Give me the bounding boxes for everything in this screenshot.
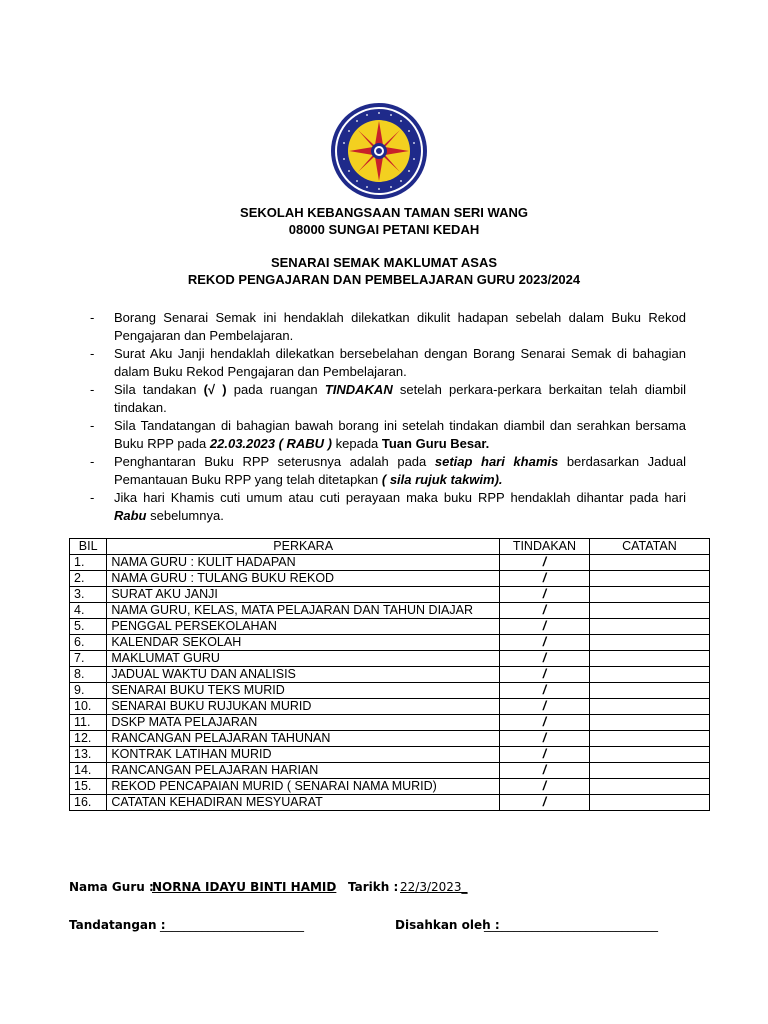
dash-bullet: - — [90, 346, 95, 361]
row-catatan — [589, 635, 709, 651]
instruction-text: Surat Aku Janji hendaklah dilekatkan bersebelahan dengan Borang Senarai Semak di bahagian dalam Buku Rekod Pengajaran dan Pembelajaran. — [114, 346, 686, 379]
instruction-item — [88, 453, 686, 489]
dash-bullet: - — [90, 490, 95, 505]
deadline-date: 22.03.2023 ( RABU ) — [209, 436, 333, 451]
table-row — [70, 603, 710, 619]
instruction-text: sebelumnya. — [146, 508, 224, 523]
row-perkara: SENARAI BUKU TEKS MURID — [107, 683, 500, 699]
row-perkara: NAMA GURU : KULIT HADAPAN — [107, 555, 500, 571]
row-bil: 9. — [70, 683, 107, 699]
dash-bullet: - — [90, 418, 95, 433]
row-bil: 12. — [70, 731, 107, 747]
table-row — [70, 651, 710, 667]
row-catatan — [589, 651, 709, 667]
table-row — [70, 571, 710, 587]
row-tindakan: / — [500, 603, 590, 619]
takwim-note: ( sila rujuk takwim). — [381, 472, 503, 487]
tandatangan-label: Tandatangan : — [69, 918, 166, 932]
school-name: SEKOLAH KEBANGSAAN TAMAN SERI WANG — [240, 205, 528, 220]
tindakan-emphasis: TINDAKAN — [324, 382, 393, 397]
row-catatan — [589, 555, 709, 571]
row-catatan — [589, 603, 709, 619]
row-tindakan: / — [500, 555, 590, 571]
row-tindakan: / — [500, 731, 590, 747]
table-row — [70, 635, 710, 651]
checklist-table — [69, 538, 710, 811]
header-perkara: PERKARA — [107, 539, 500, 555]
instruction-item — [88, 417, 686, 453]
form-title — [0, 254, 768, 288]
school-logo — [329, 101, 429, 201]
instruction-text: berdasarkan Jadual Pemantauan Buku RPP yang telah ditetapkan — [114, 454, 686, 487]
row-tindakan: / — [500, 683, 590, 699]
table-header-row — [70, 539, 710, 555]
row-tindakan: / — [500, 571, 590, 587]
row-tindakan: / — [500, 715, 590, 731]
header-bil: BIL — [70, 539, 107, 555]
row-perkara: KALENDAR SEKOLAH — [107, 635, 500, 651]
row-tindakan: / — [500, 747, 590, 763]
row-tindakan: / — [500, 699, 590, 715]
table-row — [70, 795, 710, 811]
row-bil: 15. — [70, 779, 107, 795]
tarikh-label: Tarikh : — [348, 880, 399, 894]
instruction-text: Penghantaran Buku RPP seterusnya adalah pada — [114, 454, 435, 469]
row-catatan — [589, 571, 709, 587]
row-catatan — [589, 731, 709, 747]
instruction-text: Sila tandakan — [114, 382, 204, 397]
dash-bullet: - — [90, 382, 95, 397]
row-tindakan: / — [500, 779, 590, 795]
table-row — [70, 763, 710, 779]
row-perkara: JADUAL WAKTU DAN ANALISIS — [107, 667, 500, 683]
instruction-text: kepada — [332, 436, 382, 451]
schedule-emphasis: setiap hari khamis — [434, 454, 559, 469]
table-row — [70, 587, 710, 603]
row-tindakan: / — [500, 587, 590, 603]
recipient: Tuan Guru Besar. — [381, 436, 490, 451]
rabu-emphasis: Rabu — [114, 508, 147, 523]
header-catatan: CATATAN — [589, 539, 709, 555]
row-catatan — [589, 683, 709, 699]
table-row — [70, 779, 710, 795]
row-perkara: PENGGAL PERSEKOLAHAN — [107, 619, 500, 635]
row-perkara: SURAT AKU JANJI — [107, 587, 500, 603]
table-row — [70, 699, 710, 715]
row-bil: 1. — [70, 555, 107, 571]
row-bil: 6. — [70, 635, 107, 651]
row-catatan — [589, 667, 709, 683]
row-catatan — [589, 779, 709, 795]
row-catatan — [589, 763, 709, 779]
signature-line: ________________________ — [160, 918, 304, 932]
header-tindakan: TINDAKAN — [500, 539, 590, 555]
table-row — [70, 555, 710, 571]
row-bil: 10. — [70, 699, 107, 715]
checkmark-symbol: (√ ) — [203, 382, 227, 397]
row-bil: 16. — [70, 795, 107, 811]
nama-guru-value: NORNA IDAYU BINTI HAMID — [152, 880, 337, 894]
form-title-line2: REKOD PENGAJARAN DAN PEMBELAJARAN GURU 2023/2024 — [187, 272, 581, 287]
instruction-list — [88, 309, 686, 525]
row-perkara: KONTRAK LATIHAN MURID — [107, 747, 500, 763]
row-perkara: NAMA GURU : TULANG BUKU REKOD — [107, 571, 500, 587]
row-catatan — [589, 699, 709, 715]
form-title-line1: SENARAI SEMAK MAKLUMAT ASAS — [270, 255, 498, 270]
tarikh-value: 22/3/2023_ — [400, 880, 468, 894]
row-catatan — [589, 747, 709, 763]
school-header — [0, 204, 768, 238]
row-perkara: DSKP MATA PELAJARAN — [107, 715, 500, 731]
instruction-text: setelah perkara-perkara berkaitan telah diambil tindakan. — [114, 382, 686, 415]
table-row — [70, 747, 710, 763]
dash-bullet: - — [90, 454, 95, 469]
row-perkara: REKOD PENCAPAIAN MURID ( SENARAI NAMA MURID) — [107, 779, 500, 795]
row-catatan — [589, 619, 709, 635]
school-address: 08000 SUNGAI PETANI KEDAH — [288, 222, 480, 237]
instruction-item — [88, 345, 686, 381]
row-bil: 11. — [70, 715, 107, 731]
instruction-item — [88, 309, 686, 345]
nama-guru-label: Nama Guru : — [69, 880, 154, 894]
instruction-text: Borang Senarai Semak ini hendaklah dilekatkan dikulit hadapan sebelah dalam Buku Rekod Pengajaran dan Pembelajaran. — [114, 310, 686, 343]
row-catatan — [589, 795, 709, 811]
row-catatan — [589, 587, 709, 603]
row-bil: 2. — [70, 571, 107, 587]
instruction-item — [88, 489, 686, 525]
row-tindakan: / — [500, 651, 590, 667]
disahkan-label: Disahkan oleh : — [395, 918, 500, 932]
instruction-item — [88, 381, 686, 417]
row-tindakan: / — [500, 667, 590, 683]
row-catatan — [589, 715, 709, 731]
row-perkara: CATATAN KEHADIRAN MESYUARAT — [107, 795, 500, 811]
table-row — [70, 715, 710, 731]
approval-signature-line: _____________________________ — [484, 918, 658, 932]
table-row — [70, 731, 710, 747]
table-row — [70, 667, 710, 683]
row-bil: 14. — [70, 763, 107, 779]
row-tindakan: / — [500, 635, 590, 651]
table-row — [70, 683, 710, 699]
row-bil: 4. — [70, 603, 107, 619]
dash-bullet: - — [90, 310, 95, 325]
row-perkara: NAMA GURU, KELAS, MATA PELAJARAN DAN TAHUN DIAJAR — [107, 603, 500, 619]
row-bil: 5. — [70, 619, 107, 635]
row-perkara: RANCANGAN PELAJARAN HARIAN — [107, 763, 500, 779]
row-bil: 13. — [70, 747, 107, 763]
row-perkara: RANCANGAN PELAJARAN TAHUNAN — [107, 731, 500, 747]
row-perkara: SENARAI BUKU RUJUKAN MURID — [107, 699, 500, 715]
table-row — [70, 619, 710, 635]
row-bil: 3. — [70, 587, 107, 603]
row-perkara: MAKLUMAT GURU — [107, 651, 500, 667]
row-bil: 7. — [70, 651, 107, 667]
row-tindakan: / — [500, 795, 590, 811]
instruction-text: pada ruangan — [226, 382, 325, 397]
instruction-text: Sila Tandatangan di bahagian bawah borang ini setelah tindakan diambil dan serahkan bersama Buku RPP pada — [114, 418, 686, 451]
instruction-text: Jika hari Khamis cuti umum atau cuti perayaan maka buku RPP hendaklah dihantar pada hari — [114, 490, 686, 505]
row-bil: 8. — [70, 667, 107, 683]
row-tindakan: / — [500, 763, 590, 779]
row-tindakan: / — [500, 619, 590, 635]
